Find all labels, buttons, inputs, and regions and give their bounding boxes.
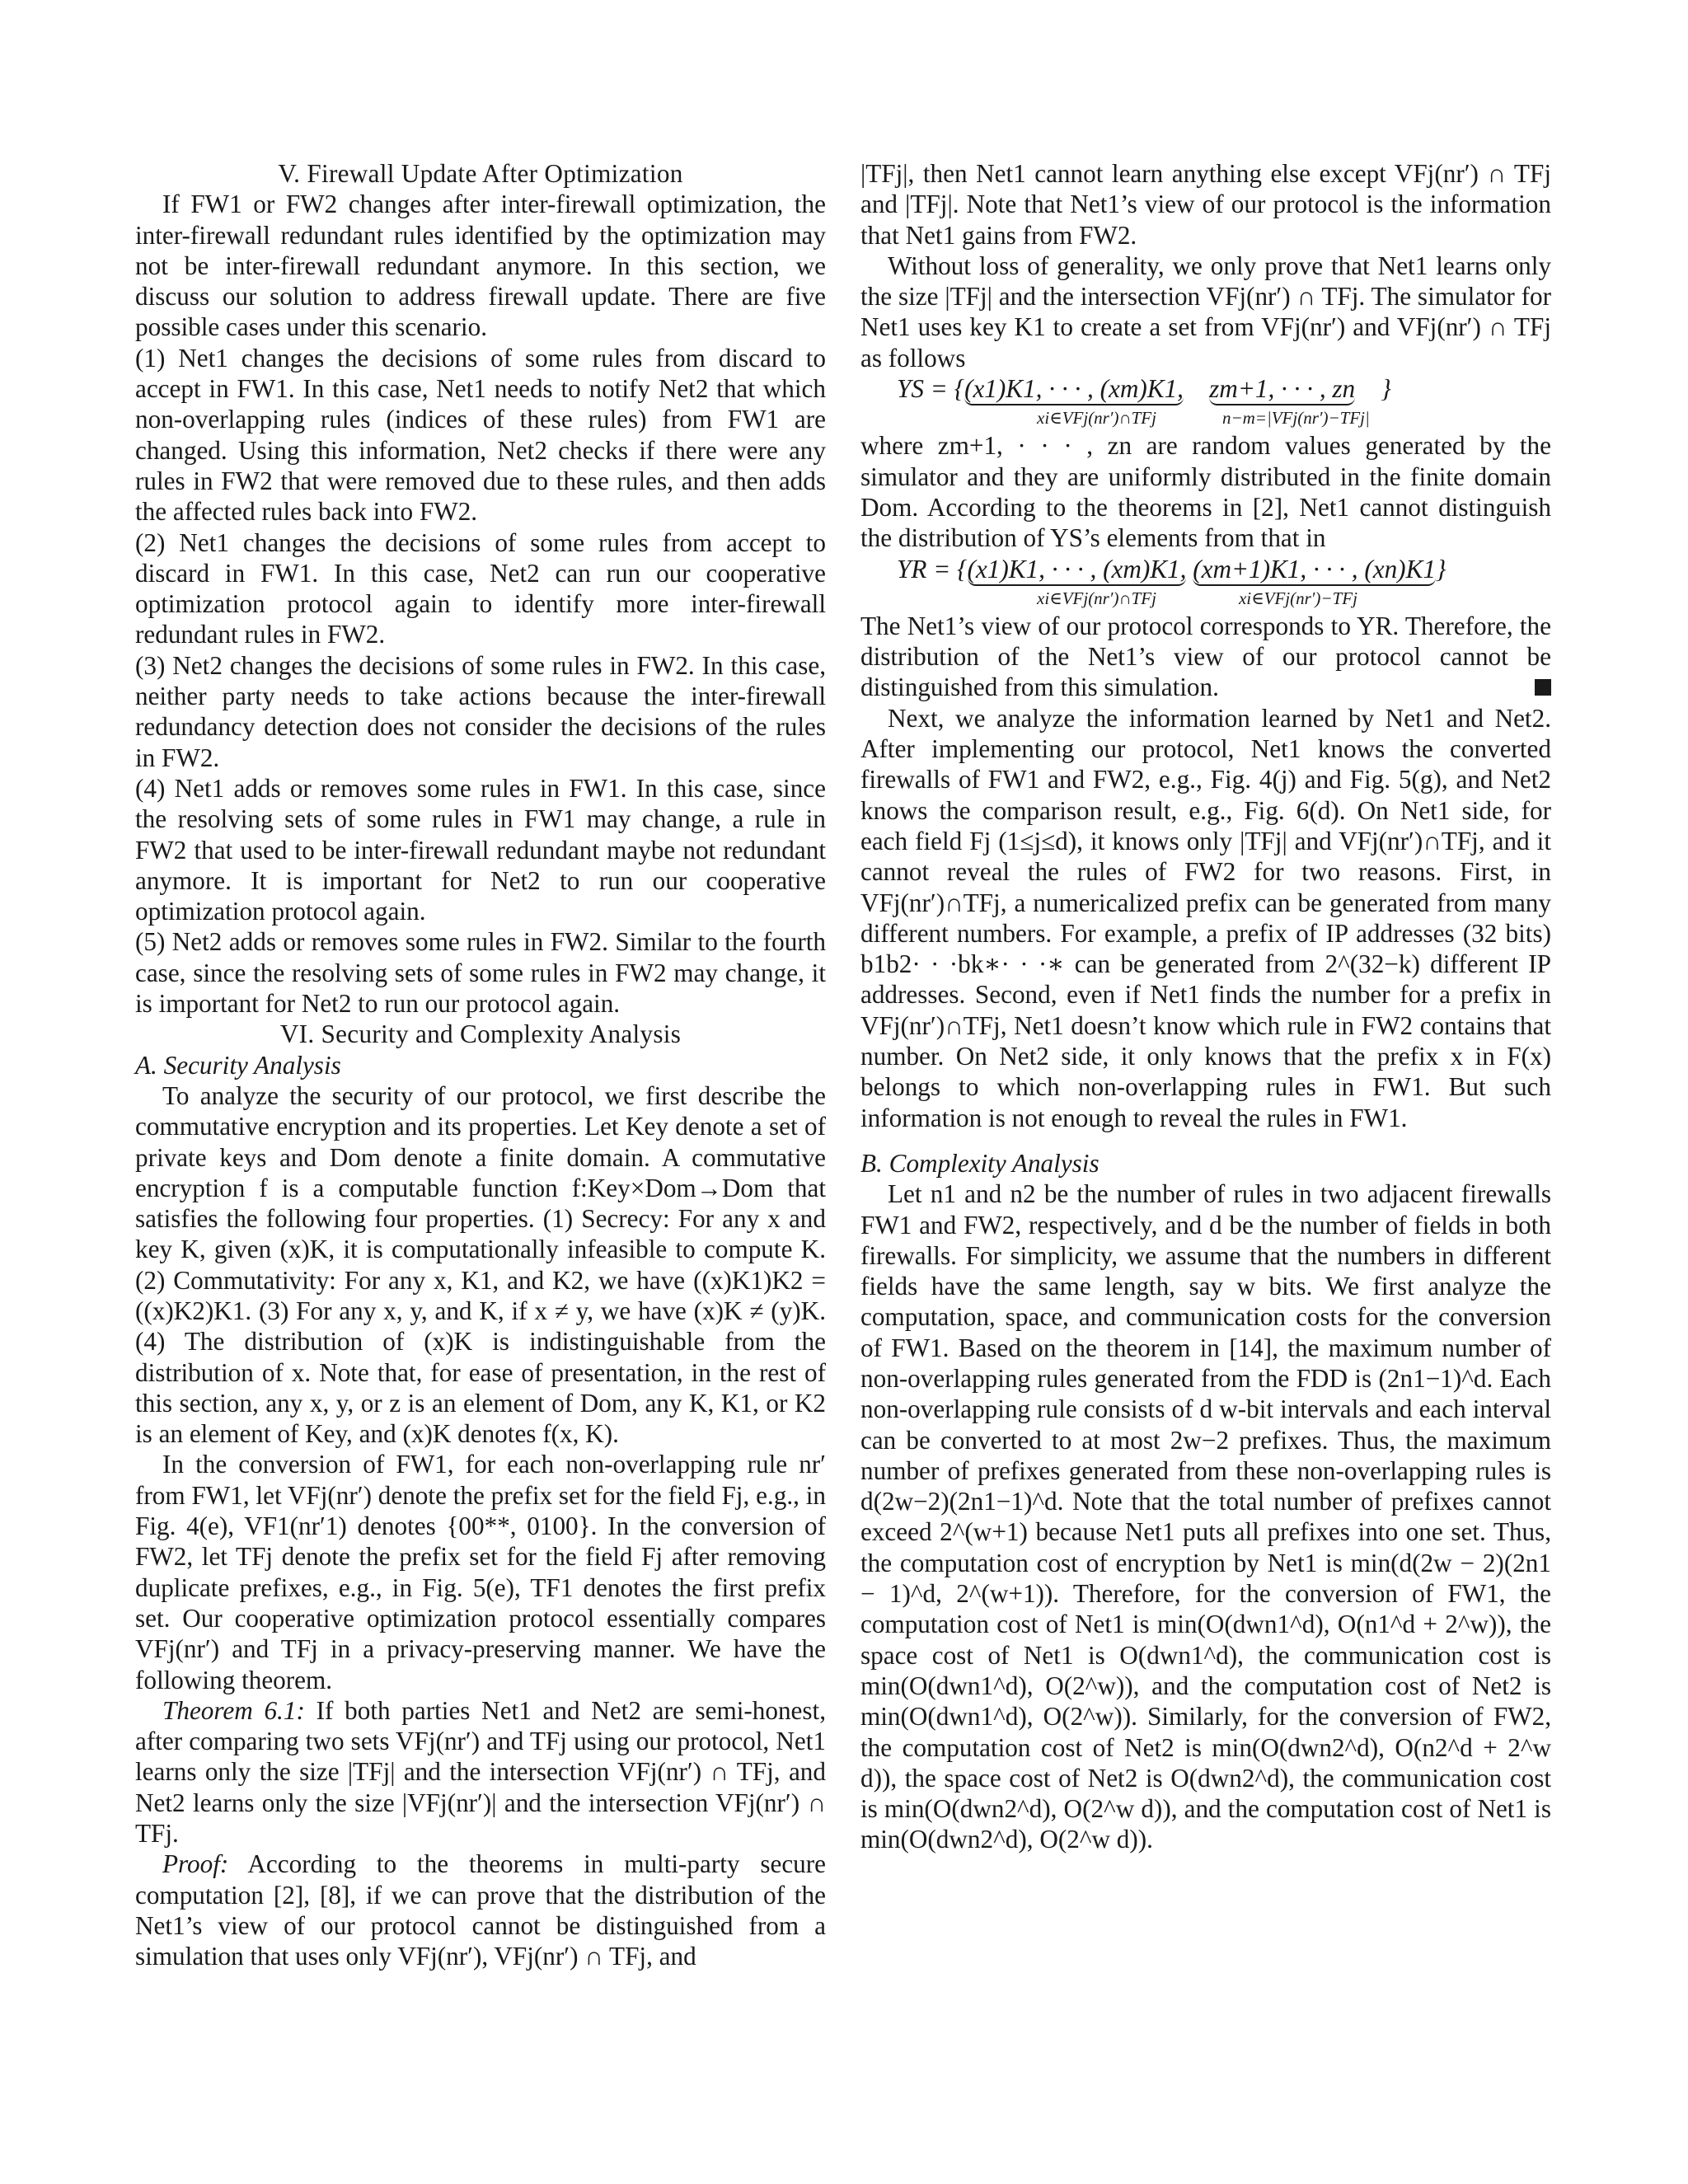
update-case-5: (5) Net2 adds or removes some rules in FW2. Similar to the fourth case, since the resolving sets of some rules in FW2 may change, it is important for Net2 to run our protocol again.	[135, 927, 826, 1019]
ys-lhs: YS = {	[897, 374, 965, 404]
paragraph-information-learned: Next, we analyze the information learned by Net1 and Net2. After implementing our protocol, Net1 knows the converted firewalls of FW1 and FW2, e.g., Fig. 4(j) and Fig. 5(g), and Net2 knows the comparison result, e.g., Fig. 6(d). On Net1 side, for each field Fj (1≤j≤d), it knows only |TFj| and VFj(nr′)∩TFj, and it cannot reveal the rules of FW2 for two reasons. First, in VFj(nr′)∩TFj, a numericalized prefix can be generated from many different numbers. For example, a prefix of IP addresses (32 bits) b1b2· · ·bk∗· · ·∗ can be generated from 2^(32−k) different IP addresses. Second, even if Net1 finds the number for a prefix in VFj(nr′)∩TFj, Net1 doesn’t know which rule in FW2 contains that number. On Net2 side, it only knows that the prefix x in F(x) belongs to which non-overlapping rules in FW1. But such information is not enough to reveal the rules in FW1.	[860, 703, 1551, 1132]
ys-group-2: zm+1, · · · , zn	[1209, 373, 1355, 405]
proof-body: According to the theorems in multi-party secure computation [2], [8], if we can prove that the distribution of the Net1’s view of our protocol cannot be distinguished from a simulation that uses only VFj(nr′), VFj(nr′) ∩ TFj, and	[135, 1849, 826, 1971]
ys-under-label-1: xi∈VFj(nr′)∩TFj	[1037, 408, 1156, 429]
update-case-1: (1) Net1 changes the decisions of some rules from discard to accept in FW1. In this case, Net1 needs to notify Net2 that which non-overlapping rules (indices of these rules) from FW1 are changed. Using this information, Net2 checks if there were any rules in FW2 that were removed due to these rules, and then adds the affected rules back into FW2.	[135, 343, 826, 527]
yr-underbrace-labels	[860, 586, 1551, 611]
ys-under-label-2: n−m=|VFj(nr′)−TFj|	[1221, 408, 1370, 429]
paragraph-commutative-encryption: To analyze the security of our protocol, we first describe the commutative encryption and its properties. Let Key denote a set of private keys and Dom denote a finite domain. A commutative encryption f is a computable function f:Key×Dom→Dom that satisfies the following four properties. (1) Secrecy: For any x and key K, given (x)K, it is computationally infeasible to compute K. (2) Commutativity: For any x, K1, and K2, we have ((x)K1)K2 = ((x)K2)K1. (3) For any x, y, and K, if x ≠ y, we have (x)K ≠ (y)K. (4) The distribution of (x)K is indistinguishable from the distribution of x. Note that, for ease of presentation, in the rest of this section, any x, y, or z is an element of Dom, any K, K1, or K2 is an element of Key, and (x)K denotes f(x, K).	[135, 1080, 826, 1449]
qed-square-icon	[1535, 679, 1551, 696]
subsection-a-title: A. Security Analysis	[135, 1050, 341, 1080]
proof-heading: Proof:	[162, 1849, 229, 1879]
subsection-b-title: B. Complexity Analysis	[860, 1148, 1100, 1178]
paragraph-view	[860, 611, 1551, 703]
theorem-heading: Theorem 6.1:	[162, 1695, 305, 1725]
paragraph-where: where zm+1, · · · , zn are random values generated by the simulator and they are uniformly distributed in the finite domain Dom. According to the theorems in [2], Net1 cannot distinguish the distribution of YS’s elements from that in	[860, 431, 1551, 553]
ys-close: }	[1381, 374, 1391, 404]
yr-equation	[860, 554, 1551, 586]
paragraph-without-loss: Without loss of generality, we only prove that Net1 learns only the size |TFj| and the intersection VFj(nr′) ∩ TFj. The simulator for Net1 uses key K1 to create a set from VFj(nr′) and VFj(nr′) ∩ TFj as follows	[860, 251, 1551, 373]
ys-equation	[860, 373, 1551, 405]
paragraph-complexity: Let n1 and n2 be the number of rules in two adjacent firewalls FW1 and FW2, respectively, and d be the number of fields in both firewalls. For simplicity, we assume that the numbers in different fields have the same length, say w bits. We first analyze the computation, space, and communication costs for the conversion of FW1. Based on the theorem in [14], the maximum number of non-overlapping rules generated from the FDD is (2n1−1)^d. Each non-overlapping rule consists of d w-bit intervals and each interval can be converted to at most 2w−2 prefixes. Thus, the maximum number of prefixes generated from these non-overlapping rules is d(2w−2)(2n1−1)^d. Note that the total number of prefixes cannot exceed 2^(w+1) because Net1 puts all prefixes into one set. Thus, the computation cost of encryption by Net1 is min(d(2w − 2)(2n1 − 1)^d, 2^(w+1)). Therefore, for the conversion of FW1, the computation cost of Net1 is min(O(dwn1^d), O(n1^d + 2^w)), the space cost of Net1 is O(dwn1^d), the communication cost is min(O(dwn1^d), O(2^w)), and the computation cost of Net2 is min(O(dwn1^d), O(2^w)). Similarly, for the conversion of FW2, the computation cost of Net2 is min(O(dwn2^d), O(n2^d + 2^w d)), the space cost of Net2 is O(dwn2^d), the communication cost is min(O(dwn2^d), O(2^w d)), and the computation cost of Net1 is min(O(dwn2^d), O(2^w d)).	[860, 1179, 1551, 1854]
yr-group-2: (xm+1)K1, · · · , (xn)K1	[1193, 554, 1436, 586]
yr-under-label-2: xi∈VFj(nr′)−TFj	[1238, 588, 1357, 608]
proof	[135, 1849, 826, 1971]
yr-close: }	[1435, 554, 1447, 583]
right-column	[860, 158, 1551, 1855]
section-5-title: V. Firewall Update After Optimization	[278, 159, 683, 188]
ys-underbrace-labels	[860, 405, 1551, 430]
section-6-title: VI. Security and Complexity Analysis	[279, 1019, 682, 1049]
update-case-3: (3) Net2 changes the decisions of some rules in FW2. In this case, neither party needs to take actions because the inter-firewall redundancy detection does not consider the decisions of the rules in FW2.	[135, 650, 826, 772]
ys-group-1: (x1)K1, · · · , (xm)K1,	[964, 373, 1184, 405]
update-case-2: (2) Net1 changes the decisions of some rules from accept to discard in FW1. In this case, Net2 can run our cooperative optimization protocol again to identify more inter-firewall redundant rules in FW2.	[135, 527, 826, 649]
paragraph-conversion: In the conversion of FW1, for each non-overlapping rule nr′ from FW1, let VFj(nr′) denote the prefix set for the field Fj, e.g., in Fig. 4(e), VF1(nr′1) denotes {00**, 0100}. In the conversion of FW2, let TFj denote the prefix set for the field Fj after removing duplicate prefixes, e.g., in Fig. 5(e), TF1 denotes the first prefix set. Our cooperative optimization protocol essentially compares VFj(nr′) and TFj in a privacy-preserving manner. We have the following theorem.	[135, 1450, 826, 1694]
update-case-4: (4) Net1 adds or removes some rules in FW1. In this case, since the resolving sets of some rules in FW1 may change, a rule in FW2 that used to be inter-firewall redundant maybe not redundant anymore. It is important for Net2 to run our cooperative optimization protocol again.	[135, 773, 826, 926]
theorem-body: If both parties Net1 and Net2 are semi-honest, after comparing two sets VFj(nr′) and TFj using our protocol, Net1 learns only the size |TFj| and the intersection VFj(nr′) ∩ TFj, and Net2 learns only the size |VFj(nr′)| and the intersection VFj(nr′) ∩ TFj.	[135, 1695, 827, 1849]
yr-lhs: YR = {	[897, 554, 968, 583]
proof-continuation: |TFj|, then Net1 cannot learn anything else except VFj(nr′) ∩ TFj and |TFj|. Note that Net1’s view of our protocol is the information that Net1 gains from FW2.	[860, 159, 1551, 250]
left-column	[135, 158, 826, 1972]
theorem-6-1	[135, 1695, 826, 1849]
yr-group-1: (x1)K1, · · · , (xm)K1,	[968, 554, 1187, 586]
yr-under-label-1: xi∈VFj(nr′)∩TFj	[1037, 588, 1156, 608]
section-5-intro: If FW1 or FW2 changes after inter-firewall optimization, the inter-firewall redundant rules identified by the optimization may not be inter-firewall redundant anymore. In this section, we discuss our solution to address firewall update. There are five possible cases under this scenario.	[135, 190, 826, 342]
paragraph-view-text: The Net1’s view of our protocol corresponds to YR. Therefore, the distribution of the Net1’s view of our protocol cannot be distinguished from this simulation.	[860, 611, 1551, 702]
